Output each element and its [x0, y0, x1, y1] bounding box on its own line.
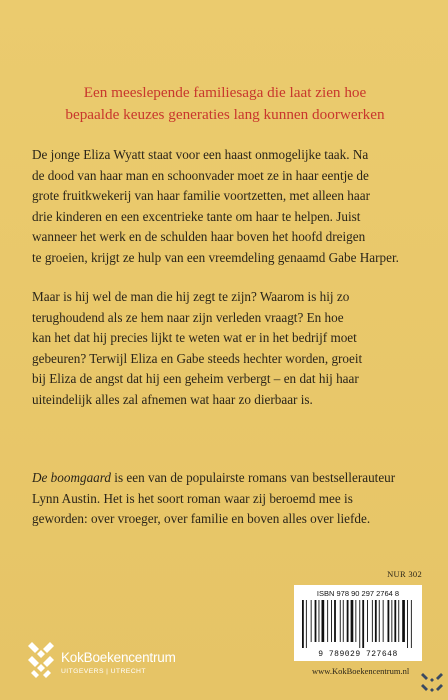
blurb-line: drie kinderen en een excentrieke tante om haar te helpen. Juist	[32, 208, 361, 224]
book-title: De boomgaard	[32, 470, 111, 485]
barcode-bar	[388, 600, 390, 642]
barcode-bar	[347, 600, 349, 642]
barcode-bar	[355, 600, 356, 642]
barcode-bar	[372, 600, 373, 642]
barcode-bar	[411, 600, 412, 648]
nur-code: NUR 302	[387, 569, 422, 579]
barcode-bar	[391, 600, 392, 642]
barcode-bar	[340, 600, 341, 642]
barcode-bar	[331, 600, 332, 642]
blurb-line: grote fruitkwekerij van haar familie voortzetten, met alleen haar	[32, 188, 370, 204]
publisher-website: www.KokBoekencentrum.nl	[312, 666, 410, 676]
blurb-line: de dood van haar man en schoonvader moet ze in haar eentje de	[32, 167, 369, 183]
blurb-line: gebeuren? Terwijl Eliza en Gabe steeds hechter worden, groeit	[32, 350, 363, 366]
barcode-bar	[306, 600, 307, 648]
tagline-line: bepaalde keuzes generaties lang kunnen doorwerken	[65, 106, 385, 123]
blurb-line: geworden: over vroeger, over familie en boven alles over liefde.	[32, 511, 371, 527]
blurb-line-rest: is een van de populairste romans van bestsellerauteur	[111, 470, 396, 485]
barcode-icon	[300, 600, 416, 648]
publisher-mark-icon	[421, 671, 443, 693]
blurb-line: terughoudend als ze hem naar zijn verleden vraagt? En hoe	[32, 309, 344, 325]
barcode-bar	[343, 600, 344, 642]
blurb-line: uiteindelijk alles zal afnemen wat haar zo dierbaar is.	[32, 391, 313, 407]
barcode-bar	[302, 600, 304, 648]
barcode-bar	[379, 600, 380, 642]
barcode-bar	[322, 600, 325, 642]
barcode-bar	[311, 600, 312, 642]
blurb-line: kan het dat hij precies lijkt te weten wat er in het bedrijf moet	[32, 330, 357, 346]
barcode-bar	[359, 600, 360, 648]
barcode-bar	[383, 600, 384, 642]
barcode-bar	[402, 600, 405, 642]
barcode-bar	[334, 600, 336, 642]
kokboekencentrum-logo-icon	[28, 640, 54, 684]
tagline-line: Een meeslepende familiesaga die laat zien hoe	[83, 84, 367, 101]
barcode-bar	[398, 600, 399, 642]
blurb-paragraph-1	[32, 145, 422, 269]
blurb-line: bij Eliza de angst dat hij een geheim verbergt – en dat hij haar	[32, 371, 359, 387]
isbn-barcode-box	[294, 585, 422, 661]
barcode-bar	[375, 600, 377, 642]
blurb-line: Lynn Austin. Het is het soort roman waar zij beroemd mee is	[32, 490, 353, 506]
publisher-name: KokBoekencentrum	[61, 650, 176, 665]
blurb-line: De jonge Eliza Wyatt staat voor een haast onmogelijke taak. Na	[32, 147, 369, 162]
barcode-bar	[351, 600, 354, 642]
barcode-bar	[327, 600, 328, 642]
blurb-paragraph-3	[32, 468, 422, 530]
blurb-paragraph-2	[32, 287, 422, 411]
barcode-bar	[367, 600, 368, 642]
barcode-bar	[407, 600, 408, 648]
blurb-line: Maar is hij wel de man die hij zegt te zijn? Waarom is hij zo	[32, 289, 350, 304]
blurb-line	[32, 468, 422, 489]
barcode-bar	[319, 600, 320, 642]
barcode-digits: 9 789029 727648	[318, 650, 398, 659]
isbn-label: ISBN 978 90 297 2764 8	[316, 589, 400, 598]
barcode-bar	[394, 600, 396, 642]
blurb-line: wanneer het werk en de schulden haar boven het hoofd dreigen	[32, 229, 366, 245]
publisher-subline: UITGEVERS | UTRECHT	[61, 668, 146, 675]
blurb-line: te groeien, krijgt ze hulp van een vreemdeling genaamd Gabe Harper.	[32, 249, 399, 265]
barcode-bar	[315, 600, 317, 642]
tagline	[20, 82, 430, 126]
barcode-bar	[362, 600, 364, 648]
